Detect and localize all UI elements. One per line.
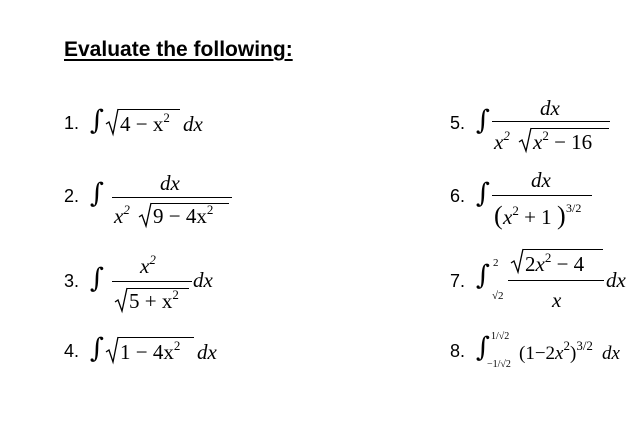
page-title: Evaluate the following: xyxy=(64,38,293,61)
radical-sign xyxy=(138,202,152,228)
problem-number: 7. xyxy=(450,271,466,291)
denominator: x xyxy=(552,288,562,312)
denominator-factor: $x^2$ xyxy=(494,128,510,154)
radical-sign xyxy=(105,108,119,136)
integral-sign: ∫ xyxy=(476,178,491,209)
fraction-line xyxy=(112,281,192,282)
radical-sign xyxy=(114,287,128,313)
problem-number: 4. xyxy=(64,341,80,361)
integral-sign: ∫ xyxy=(90,333,105,364)
upper-limit: 1/√2 xyxy=(491,331,510,342)
left-paren: ( xyxy=(494,201,503,230)
radicand: $5 + x^2$ xyxy=(129,287,179,313)
integrand: $(1-2x^2)^{3/2}$ xyxy=(519,338,593,364)
numerator: dx xyxy=(531,168,551,192)
radical-vinculum xyxy=(523,249,603,250)
problem-number: 1. xyxy=(64,113,80,133)
fraction-line xyxy=(492,195,592,196)
numerator-radicand: $2x^2 - 4$ xyxy=(525,250,585,276)
denominator-factor: $x^2$ xyxy=(114,202,130,228)
fraction-line xyxy=(508,280,604,281)
integral-sign: ∫ xyxy=(476,260,491,291)
radicand: $1 - 4x^2$ xyxy=(120,338,181,364)
differential: dx xyxy=(602,343,620,364)
radicand: $9 - 4x^2$ xyxy=(153,202,214,228)
upper-limit: 2 xyxy=(493,257,499,269)
fraction-line xyxy=(492,121,610,122)
radical-vinculum xyxy=(118,337,194,338)
problem-number: 5. xyxy=(450,113,466,133)
integral-sign: ∫ xyxy=(90,263,105,294)
problem-number: 8. xyxy=(450,341,466,361)
fraction-line xyxy=(112,197,232,198)
problem-number: 2. xyxy=(64,186,80,206)
integral-sign: ∫ xyxy=(90,178,105,209)
differential: dx xyxy=(193,268,213,292)
differential: dx xyxy=(606,268,626,292)
problem-number: 3. xyxy=(64,271,80,291)
radical-sign xyxy=(510,248,524,274)
integral-sign: ∫ xyxy=(476,105,491,136)
numerator: $x^2$ xyxy=(140,252,156,278)
lower-limit: √2 xyxy=(492,290,504,302)
radical-sign xyxy=(105,336,119,364)
integral-sign: ∫ xyxy=(476,332,491,363)
integral-sign: ∫ xyxy=(90,105,105,136)
outer-exponent: 3/2 xyxy=(566,201,582,215)
radical-vinculum xyxy=(118,109,180,110)
right-paren: ) xyxy=(557,201,566,230)
lower-limit: −1/√2 xyxy=(487,359,511,370)
radicand: $4 - x^2$ xyxy=(120,110,170,136)
denominator-base: $x^2 + 1$ xyxy=(503,203,552,229)
problem-number: 6. xyxy=(450,186,466,206)
differential: dx xyxy=(183,112,203,136)
radical-sign xyxy=(518,127,532,153)
numerator: dx xyxy=(160,171,180,195)
numerator: dx xyxy=(540,96,560,120)
differential: dx xyxy=(197,340,217,364)
radicand: $x^2 - 16$ xyxy=(533,128,593,154)
